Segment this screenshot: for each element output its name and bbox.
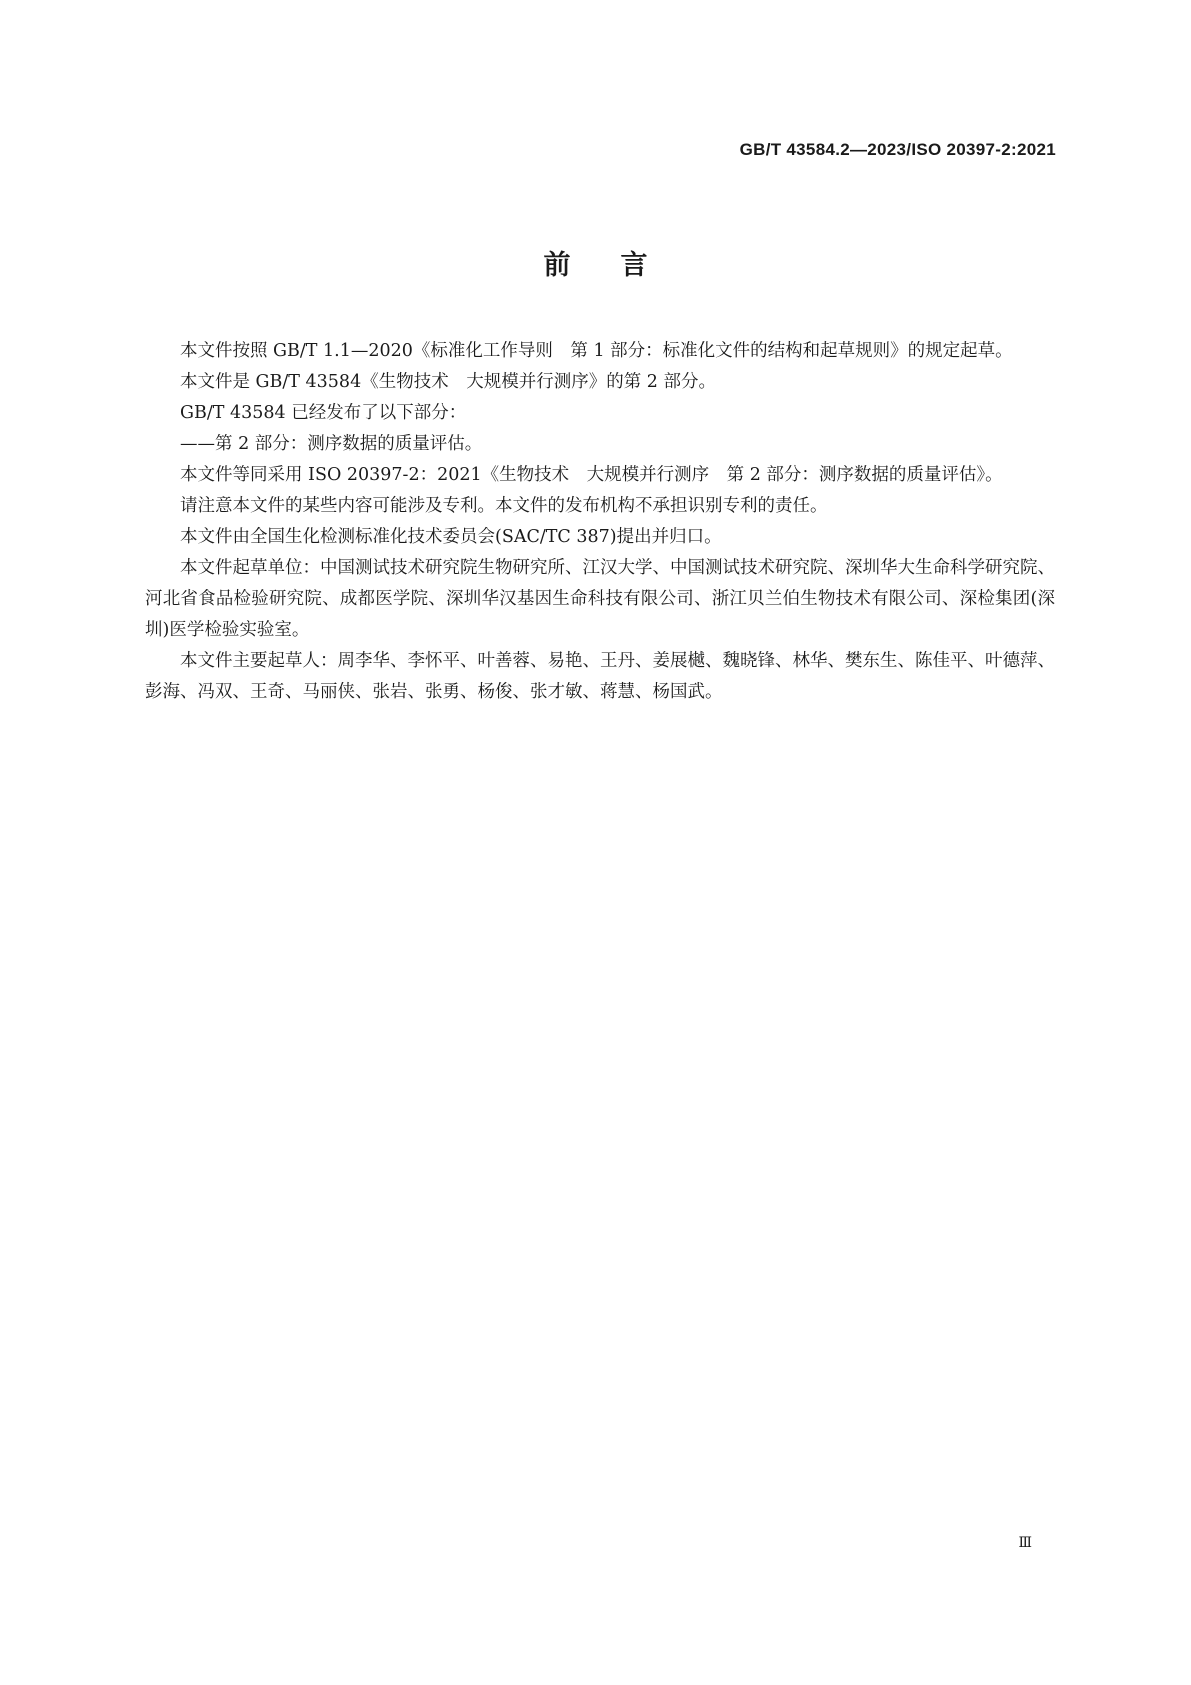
paragraph-iso-adoption: 本文件等同采用 ISO 20397-2：2021《生物技术 大规模并行测序 第 2 部分：测序数据的质量评估》。 — [180, 465, 1003, 485]
paragraph-published-parts: GB/T 43584 已经发布了以下部分： — [180, 403, 467, 423]
page-title: 前言 — [543, 250, 698, 281]
foreword-body — [145, 336, 1055, 708]
paragraph-patent-notice: 请注意本文件的某些内容可能涉及专利。本文件的发布机构不承担识别专利的责任。 — [180, 496, 828, 516]
paragraph-drafters: 本文件主要起草人：周李华、李怀平、叶善蓉、易艳、王丹、姜展樾、魏晓锋、林华、樊东生、陈佳平、叶德萍、彭海、冯双、王奇、马丽侠、张岩、张勇、杨俊、张才敏、蒋慧、杨国武。 — [145, 651, 1055, 702]
page-number: Ⅲ — [1018, 1535, 1031, 1551]
paragraph-part-of-series: 本文件是 GB/T 43584《生物技术 大规模并行测序》的第 2 部分。 — [180, 372, 716, 392]
paragraph-drafting-units: 本文件起草单位：中国测试技术研究院生物研究所、江汉大学、中国测试技术研究院、深圳华大生命科学研究院、河北省食品检验研究院、成都医学院、深圳华汉基因生命科技有限公司、浙江贝兰伯生物技术有限公司、深检集团(深圳)医学检验实验室。 — [145, 558, 1055, 640]
paragraph-proposed-by: 本文件由全国生化检测标准化技术委员会(SAC/TC 387)提出并归口。 — [180, 527, 722, 547]
paragraph-drafting-rules: 本文件按照 GB/T 1.1—2020《标准化工作导则 第 1 部分：标准化文件的结构和起草规则》的规定起草。 — [180, 341, 1013, 361]
paragraph-part-2-item: ——第 2 部分：测序数据的质量评估。 — [180, 434, 483, 454]
standard-number: GB/T 43584.2—2023/ISO 20397-2:2021 — [739, 140, 1056, 159]
